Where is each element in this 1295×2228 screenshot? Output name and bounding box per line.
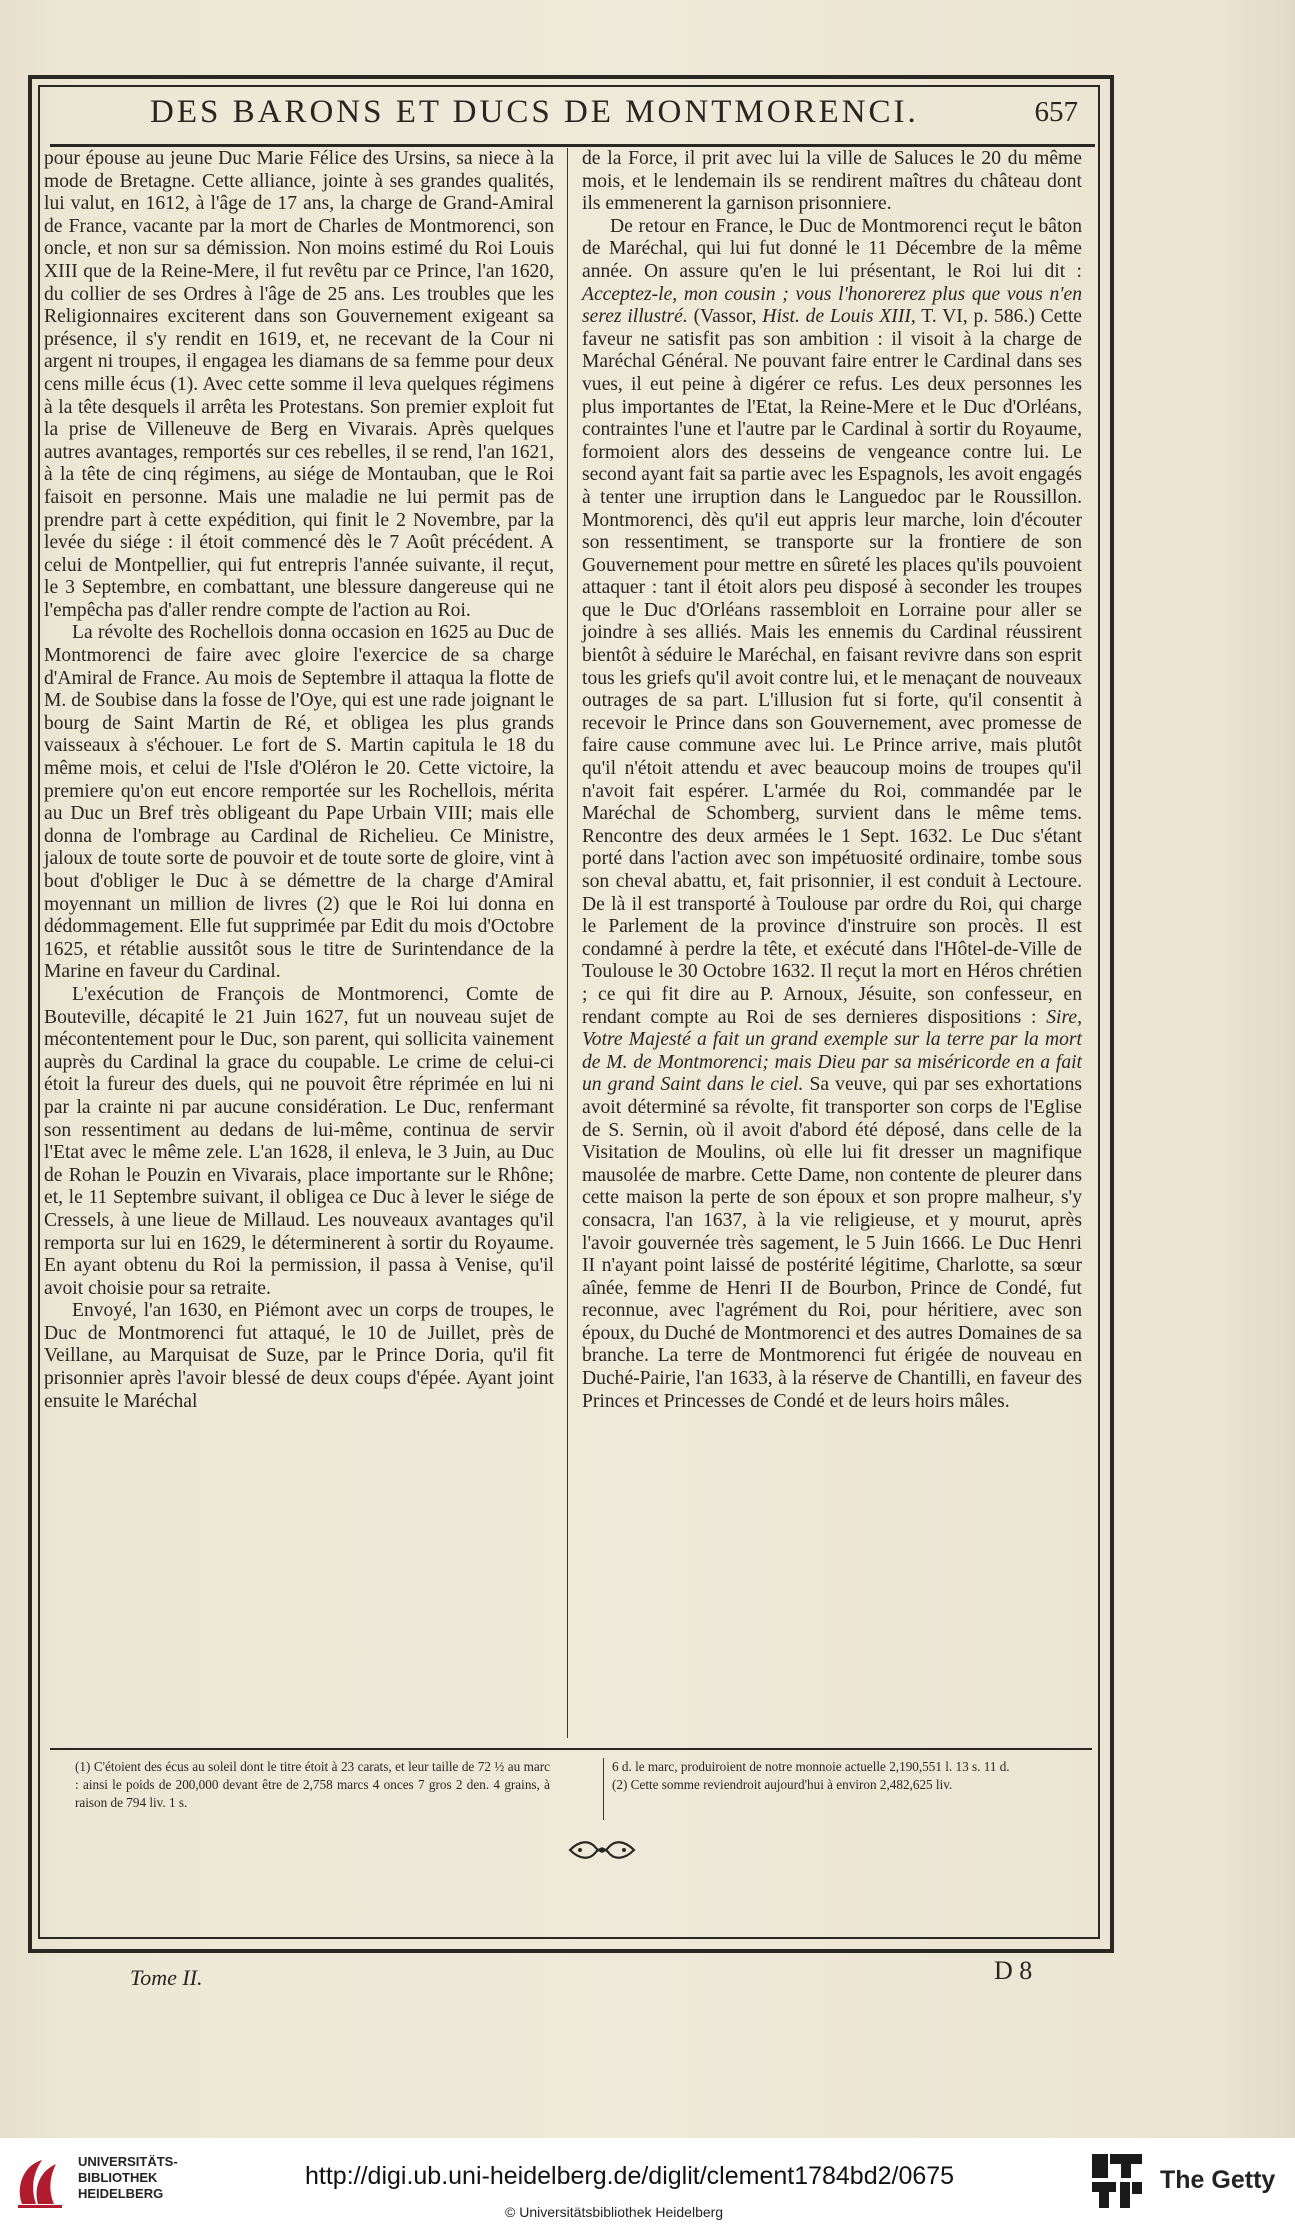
page-number: 657 bbox=[1034, 96, 1078, 128]
footnote-text: 6 d. le marc, produiroient de notre monnoie actuelle 2,190,551 l. 13 s. 11 d. bbox=[612, 1759, 1010, 1774]
signature-mark: D 8 bbox=[994, 1956, 1033, 1985]
university-library-logo-icon bbox=[12, 2152, 68, 2212]
paragraph: pour épouse au jeune Duc Marie Félice des Ursins, sa niece à la mode de Bretagne. Cette alliance, jointe à ses grandes qualités, lui valut, en 1612, à l'âge de 17 ans, la charge de Grand-Amiral de France, vacante par la mort de Charles de Montmorenci, son oncle, et non sur sa démission. Non moins estimé du Roi Louis XIII que de la Reine-Mere, il fut revêtu par ce Prince, l'an 1620, du collier de ses Ordres à l'âge de 25 ans. Les troubles que les Religionnaires exciterent dans son Gouvernement exigeant sa présence, il s'y rendit en 1619, et, ne recevant de la Cour ni argent ni troupes, il engagea les diamans de sa femme pour deux cens mille écus (1). Avec cette somme il leva quelques régimens à la tête desquels il arrêta les Protestans. Son premier exploit fut la prise de Villeneuve de Berg en Vivarais. Après quelques autres avantages, remportés sur ces rebelles, il se rend, l'an 1621, à la tête de cinq régimens, au siége de Montauban, que le Roi faisoit en personne. Mais une maladie ne lui permit pas de prendre part à cette expédition, qui finit le 2 Novembre, par la levée du siége : il étoit commencé dès le 7 Août précédent. A celui de Montpellier, qui fut entrepris l'année suivante, il reçut, le 3 Septembre, en combattant, une blessure dangereuse qui ne l'empêcha pas d'aller rendre compte de l'action au Roi. bbox=[44, 148, 554, 621]
running-header bbox=[50, 92, 1090, 142]
university-library-name bbox=[78, 2154, 178, 2202]
viewer-footer-bar bbox=[0, 2138, 1295, 2228]
paragraph: Envoyé, l'an 1630, en Piémont avec un corps de troupes, le Duc de Montmorenci fut attaqué, le 10 de Juillet, près de Veillane, au Marquisat de Suze, par le Prince Doria, qu'il fit prisonnier après l'avoir blessé de deux coups d'épée. Ayant joint ensuite le Maréchal bbox=[44, 1300, 554, 1412]
paragraph bbox=[582, 216, 1082, 1413]
library-name-line: BIBLIOTHEK bbox=[78, 2170, 158, 2185]
text-run: De retour en France, le Duc de Montmorenci reçut le bâton de Maréchal, qui lui fut donné le 11 Décembre de la même année. On assure qu'en le lui présentant, le Roi lui dit : bbox=[582, 215, 1082, 282]
left-text-column bbox=[44, 148, 554, 1413]
column-divider bbox=[567, 148, 568, 1738]
text-run: Sa veuve, qui par ses exhortations avoit déterminé sa révolte, fit transporter son corps de l'Eglise de S. Sernin, où il avoit d'abord été déposé, dans celle de la Visitation de Moulins, où elle lui fit dresser un magnifique mausolée de marbre. Cette Dame, non contente de pleurer dans cette maison la perte de son époux et son propre malheur, s'y consacra, l'an 1637, à la vie religieuse, et y mourut, après l'avoir gouvernée très sagement, le 5 Juin 1666. Le Duc Henri II n'ayant point laissé de postérité légitime, Charlotte, sa sœur aînée, femme de Henri II de Bourbon, Prince de Condé, fut reconnue, avec l'agrément du Roi, pour héritiere, avec son époux, du Duché de Montmorenci et des autres Domaines de sa branche. La terre de Montmorenci fut érigée de nouveau en Duché-Pairie, l'an 1633, à la réserve de Chantilli, en faveur des Princes et Princesses de Condé et de leurs hoirs mâles. bbox=[582, 1074, 1082, 1412]
ornament-icon bbox=[566, 1838, 638, 1862]
footnote-text: (1) C'étoient des écus au soleil dont le titre étoit à 23 carats, et leur taille de 72 ½ au marc : ainsi le poids de 200,000 devant être de 2,758 marcs 4 onces 7 gros 2 den. 4 grains, à raison de 794 liv. 1 s. bbox=[75, 1759, 550, 1810]
library-name-line: HEIDELBERG bbox=[78, 2186, 164, 2201]
tome-label: Tome II. bbox=[130, 1965, 203, 1990]
footnote-text: (2) Cette somme reviendroit aujourd'hui à environ 2,482,625 liv. bbox=[612, 1777, 953, 1792]
right-text-column bbox=[582, 148, 1082, 1413]
text-run: T. VI, p. 586.) Cette faveur ne satisfit pas son ambition : il visoit à la charge de Maréchal Général. Ne pouvant faire entrer le Cardinal dans ses vues, il eut peine à digérer ce refus. Les deux personnes les plus importantes de l'Etat, la Reine-Mere et le Duc d'Orléans, contraintes l'une et l'autre par le Cardinal à sortir du Royaume, formoient alors des desseins de vengeance contre lui. Le second ayant fait sa partie avec les Espagnols, les avoit engagés à tenter une irruption dans le Languedoc par le Roussillon. Montmorenci, dès qu'il eut appris leur marche, loin d'écouter son ressentiment, se transporte sur la frontiere de son Gouvernement pour mettre en sûreté les places qu'ils pouvoient attaquer : tant il étoit alors peu disposé à seconder les troupes que le Duc d'Orléans rassembloit en Lorraine pour aller se joindre à ses alliés. Mais les ennemis du Cardinal réussirent bientôt à séduire le Maréchal, en faisant revivre dans son esprit tous les griefs qu'il avoit contre lui, et le menaçant de nouveaux outrages de sa part. L'illusion fut si forte, qu'il consentit à recevoir le Prince dans son Gouvernement, avec promesse de faire cause commune avec lui. Le Prince arrive, mais plutôt qu'il n'étoit attendu et avec beaucoup moins de troupes qu'il n'avoit fait espérer. L'armée du Roi, commandée par le Maréchal de Schomberg, survient dans le même tems. Rencontre des deux armées le 1 Sept. 1632. Le Duc s'étant porté dans l'action avec son impétuosité ordinaire, tombe sous son cheval abattu, et, fait prisonnier, il est conduit à Lectoure. De là il est transporté à Toulouse par ordre du Roi, qui charge le Parlement de la province d'instruire son procès. Il est condamné à perdre la tête, et exécuté dans l'Hôtel-de-Ville de Toulouse le 30 Octobre 1632. Il reçut la mort en Héros chrétien ; ce qui fit dire au P. Arnoux, Jésuite, son confesseur, en rendant compte au Roi de ses dernieres dispositions : bbox=[582, 306, 1083, 1028]
footnote-left bbox=[75, 1758, 550, 1812]
text-run: (Vassor, bbox=[693, 306, 757, 328]
copyright-notice: © Universitätsbibliothek Heidelberg bbox=[505, 2204, 724, 2220]
footnote-right bbox=[612, 1758, 1082, 1794]
getty-name: The Getty bbox=[1160, 2166, 1276, 2194]
paragraph: L'exécution de François de Montmorenci, Comte de Bouteville, décapité le 21 Juin 1627, fut un nouveau sujet de mécontentement pour le Duc, son parent, qui sollicita vainement auprès du Cardinal la grace du coupable. Le crime de celui-ci étoit la fureur des duels, qui ne pouvoit être réprimée en lui ni par la crainte ni par aucune considération. Le Duc, renfermant son ressentiment au dedans de lui-même, continua de servir l'Etat avec le même zele. L'an 1628, il enleva, le 3 Juin, au Duc de Rohan le Pouzin en Vivarais, place importante sur le Rhône; et, le 11 Septembre suivant, il obligea ce Duc à lever le siége de Cressels, à une lieue de Millaud. Les nouveaux avantages qu'il remporta sur lui en 1629, le déterminerent à sortir du Royaume. En ayant obtenu du Roi la permission, il passa à Venise, qu'il avoit choisie pour sa retraite. bbox=[44, 983, 554, 1299]
header-rule bbox=[50, 144, 1095, 147]
paragraph: La révolte des Rochellois donna occasion en 1625 au Duc de Montmorenci de faire avec gloire l'exercice de sa charge d'Amiral de France. Au mois de Septembre il attaqua la flotte de M. de Soubise dans la fosse de l'Oye, qui est une rade joignant le bourg de Saint Martin de Ré, et obligea les plus grands vaisseaux à s'échouer. Le fort de S. Martin capitula le 18 du même mois, et celui de l'Isle d'Oléron le 20. Cette victoire, la premiere qu'on eut encore remportée sur les Rochellois, mérita au Duc un Bref très obligeant du Pape Urbain VIII; mais elle donna de l'ombrage au Cardinal de Richelieu. Ce Ministre, jaloux de toute sorte de pouvoir et de toute sorte de gloire, vint à bout d'obliger le Duc à se démettre de la charge d'Amiral moyennant un million de livres (2) que le Roi lui donna en dédommagement. Elle fut supprimée par Edit du mois d'Octobre 1625, et rétablie aussitôt sous le titre de Surintendance de la Marine en faveur du Cardinal. bbox=[44, 622, 554, 983]
footnote-divider bbox=[603, 1758, 604, 1820]
running-head-title: DES BARONS ET DUCS DE MONTMORENCI. bbox=[150, 94, 919, 130]
quotation: Sire, Votre Majesté a fait un grand exemple sur la terre par la mort de M. de Montmorenci; mais Dieu par sa miséricorde en a fait un grand Saint dans le ciel. bbox=[582, 1006, 1082, 1096]
permalink-url[interactable]: http://digi.ub.uni-heidelberg.de/diglit/clement1784bd2/0675 bbox=[305, 2162, 955, 2190]
footnote-rule bbox=[50, 1748, 1092, 1750]
citation: Hist. de Louis XIII, bbox=[762, 306, 916, 328]
getty-logo-icon bbox=[1088, 2150, 1146, 2212]
paragraph: de la Force, il prit avec lui la ville de Saluces le 20 du même mois, et le lendemain ils se rendirent maîtres du château dont ils emmenerent la garnison prisonniere. bbox=[582, 148, 1082, 215]
library-name-line: UNIVERSITÄTS- bbox=[78, 2154, 178, 2169]
quotation: Acceptez-le, mon cousin ; vous l'honorerez plus que vous n'en serez illustré. bbox=[582, 283, 1082, 328]
